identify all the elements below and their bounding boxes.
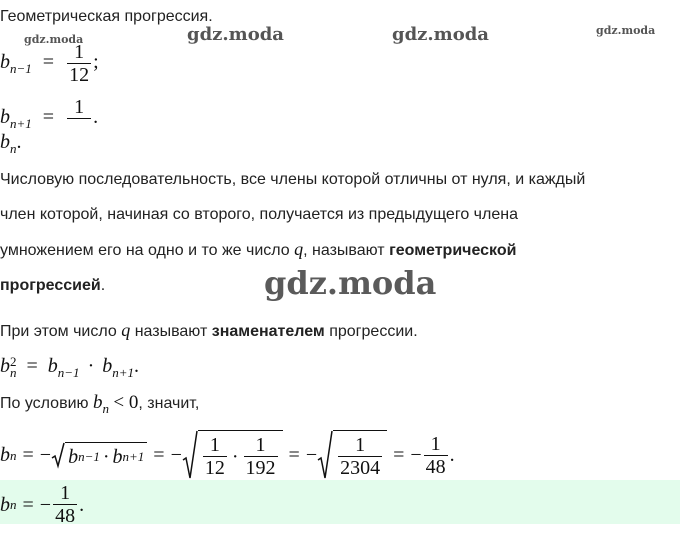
calculation: b n = − b n−1 · b n+1 = − $\frac{1}{12}$ · $\frac{1}{192}$ = − $\frac{1}{2304}$ = − $\frac{1}{48}$ . (0, 430, 455, 480)
square-root: $\frac{1}{12}$ · $\frac{1}{192}$ (182, 430, 283, 480)
condition-line: По условию $b_n < 0$, значит, (0, 392, 200, 416)
given-previous-term: $b_{n-1}$ = $\frac{1}{12}$ ; (0, 41, 99, 86)
square-root: $\frac{1}{2304}$ (317, 430, 387, 480)
watermark-small: gdz.moda (596, 24, 656, 37)
denominator-definition: При этом число q называют знаменателем прогрессии. (0, 320, 418, 340)
watermark: gdz.moda (187, 24, 284, 45)
definition-line: умножением его на одно и то же число q, называют геометрической (0, 239, 517, 259)
heading: Геометрическая прогрессия. (0, 8, 213, 25)
watermark-small: gdz.moda (24, 33, 84, 46)
answer: b n = − $\frac{1}{48}$ . (0, 482, 85, 527)
definition-line: прогрессией. (0, 277, 106, 294)
watermark: gdz.moda (392, 24, 489, 45)
square-root: b n−1 · b n+1 (51, 442, 147, 468)
characteristic-property: b 2 n = $b_{n-1} \cdot b_{n+1}$. (0, 354, 140, 381)
watermark-large: gdz.moda (264, 264, 437, 302)
given-next-term: $b_{n+1}$ = 1 . (0, 96, 99, 132)
find-term: $b_n$. (0, 131, 22, 156)
definition-line: Числовую последовательность, все члены которой отличны от нуля, и каждый (0, 171, 586, 188)
definition-line: член которой, начиная со второго, получается из предыдущего члена (0, 206, 518, 223)
